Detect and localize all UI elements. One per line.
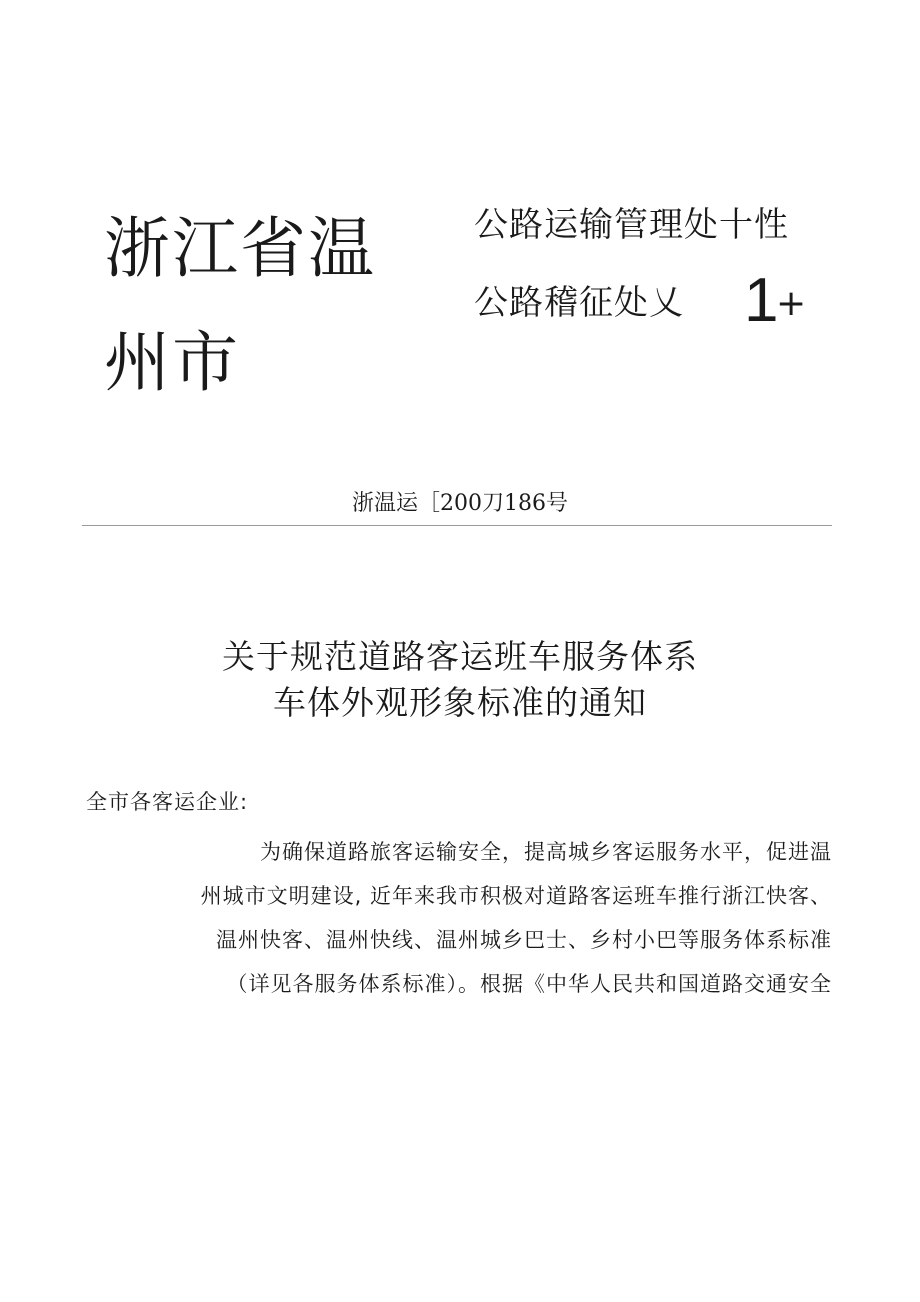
document-title-line1: 关于规范道路客运班车服务体系 (222, 637, 698, 676)
body-line: 温州快客、温州快线、温州城乡巴士、乡村小巴等服务体系标准 (216, 928, 832, 952)
document-number: 浙温运［200刀186号 (352, 491, 568, 516)
agency-name-left-line2: 州市 (104, 324, 240, 401)
document-title-line2: 车体外观形象标准的通知 (273, 683, 647, 722)
agency-name-right-line2: 公路稽征处乂 (474, 283, 684, 323)
body-line: 州城市文明建设, 近年来我市积极对道路客运班车推行浙江快客、 (200, 884, 832, 908)
agency-name-left-line1: 浙江省温 (104, 210, 376, 287)
agency-name-right-line1: 公路运输管理处十性 (474, 205, 789, 245)
document-mark-number: 1 (744, 266, 779, 335)
header-divider (82, 525, 832, 526)
body-line: 为确保道路旅客运输安全，提高城乡客运服务水平，促进温 (260, 840, 832, 864)
body-line: （详见各服务体系标准）。根据《中华人民共和国道路交通安全 (226, 972, 832, 996)
salutation: 全市各客运企业: (86, 790, 249, 814)
document-mark-plus: + (776, 283, 807, 324)
